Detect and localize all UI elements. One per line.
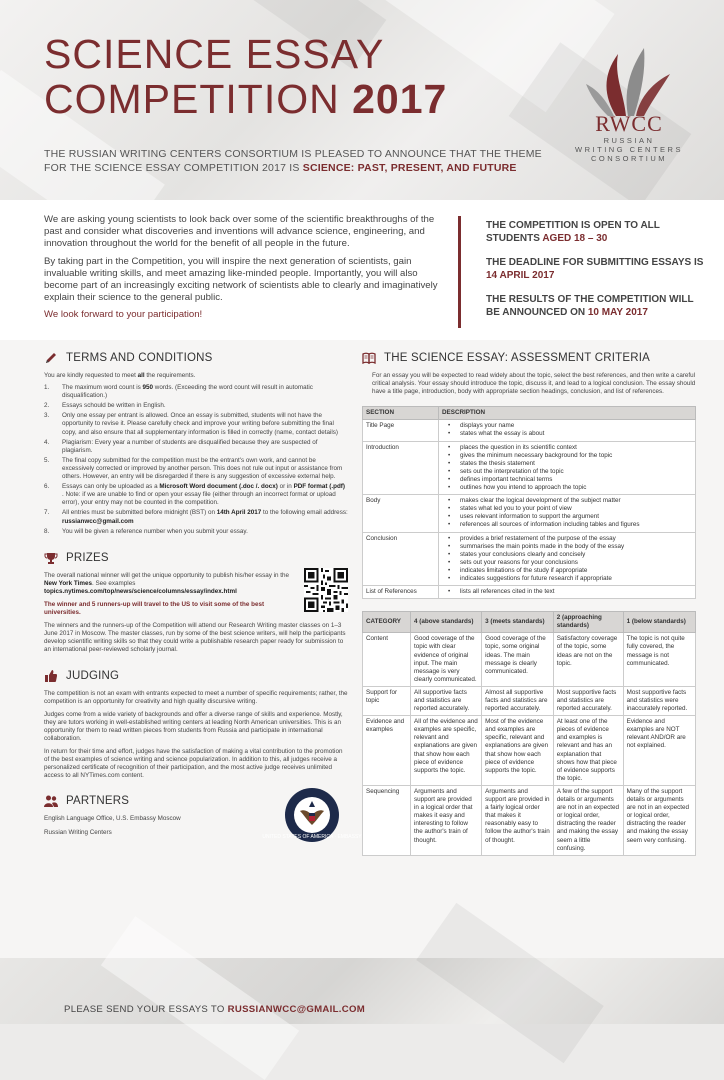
qr-code-icon xyxy=(304,568,348,612)
criteria-item: • provides a brief restatement of the purpose of the essay xyxy=(442,535,692,543)
criteria-col-section: SECTION xyxy=(363,407,439,420)
rubric-header-cell: 2 (approaching standards) xyxy=(553,612,623,633)
theme-highlight: SCIENCE: PAST, PRESENT, AND FUTURE xyxy=(302,161,517,174)
terms-body xyxy=(44,372,348,536)
intro-section xyxy=(0,200,724,340)
criteria-section: Conclusion xyxy=(363,532,439,586)
rubric-cell: Many of the support details or arguments are not in an expected or logical order, distracting the reader and making the essay seem very confusing. xyxy=(623,785,695,855)
criteria-item: • sets out the interpretation of the topic xyxy=(442,468,692,476)
terms-item-text: Essays schould be written in English. xyxy=(62,402,166,410)
terms-item xyxy=(44,402,348,410)
criteria-row xyxy=(363,532,696,586)
title-year: 2017 xyxy=(352,76,448,122)
terms-lead: You are kindly requested to meet all the requirements. xyxy=(44,372,196,379)
partners-section xyxy=(44,793,362,841)
terms-item xyxy=(44,439,348,455)
criteria-col-description: DESCRIPTION xyxy=(439,407,696,420)
pencil-icon xyxy=(44,351,58,365)
rubric-cell: Good coverage of the topic with clear evidence of original input. The main message is very clearly communicated. xyxy=(411,633,482,687)
logo-text xyxy=(574,112,684,163)
terms-item-number: 1. xyxy=(44,384,50,392)
title-line-1: SCIENCE ESSAY xyxy=(44,31,385,77)
rubric-category: Sequencing xyxy=(363,785,411,855)
criteria-header-row xyxy=(363,407,696,420)
intro-paragraph: We are asking young scientists to look back over some of the scientific breakthroughs of the past and consider what discoveries and inventions will advance science, engineering, and innovation throughout the world for the benefit of all people in the future. xyxy=(44,214,435,250)
prizes-details: The winners and the runners-up of the Competition will attend our Research Writing master classes on 1–3 June 2017 in Moscow. The master classes, run by some of the best science writers, will help the participants develop scientific writing skills so that they could write a publishable research paper ready for submission to an international peer-reviewed scholarly journal. xyxy=(44,622,346,654)
deadline-note: THE DEADLINE FOR SUBMITTING ESSAYS IS 14 APRIL 2017 xyxy=(486,257,704,281)
criteria-section: List of References xyxy=(363,586,439,599)
criteria-item: • lists all references cited in the text xyxy=(442,588,692,596)
main-content xyxy=(0,340,724,958)
criteria-item: • displays your name xyxy=(442,422,692,430)
intro-paragraph: By taking part in the Competition, you will inspire the next generation of scientists, gain invaluable writing skills, and meet amazing like-minded people. Importantly, you will also become part of an increasingly exciting network of scientists able to clearly and imaginatively explain their science to the general public. xyxy=(44,255,438,304)
criteria-description xyxy=(439,441,696,495)
rubric-header-cell: CATEGORY xyxy=(363,612,411,633)
criteria-item: • states your conclusions clearly and concisely xyxy=(442,551,692,559)
judging-paragraph: In return for their time and effort, judges have the satisfaction of making a vital contribution to the promotion of the best examples of science writing and science popularization. In addition to this, all judges receive a personalized certificate of recognition of their participation, and the most active judge receives unlimited access to all NYTimes.com content. xyxy=(44,748,343,780)
rubric-category: Evidence and examples xyxy=(363,716,411,786)
rubric-cell: At least one of the pieces of evidence and examples is relevant and has an explanation that shows how that piece of evidence supports the topic. xyxy=(553,716,623,786)
contact-email[interactable]: RUSSIANWCC@GMAIL.COM xyxy=(227,1004,366,1015)
terms-item-text: Only one essay per entrant is allowed. Once an essay is submitted, students will not have the opportunity to revise it. Please carefully check and improve your writing before submitting the final copy, and also ensure that all supplementary information is filled in correctly (name, contact details) xyxy=(62,412,339,436)
criteria-item: • states what led you to your point of view xyxy=(442,505,692,513)
assessment-heading: THE SCIENCE ESSAY: ASSESSMENT CRITERIA xyxy=(362,350,696,366)
prizes-heading: PRIZES xyxy=(44,550,348,566)
rubric-cell: Most of the evidence and examples are specific, relevant and explanations are given that show how each piece of evidence supports the topic. xyxy=(482,716,554,786)
rubric-cell: All of the evidence and examples are specific, relevant and explanations are given that show how each piece of evidence supports the topic. xyxy=(411,716,482,786)
rubric-row xyxy=(363,785,696,855)
criteria-row xyxy=(363,420,696,441)
rubric-body xyxy=(363,633,696,855)
rubric-header-cell: 4 (above standards) xyxy=(411,612,482,633)
open-book-icon xyxy=(362,351,376,365)
judging-section xyxy=(44,668,348,781)
rubric-cell: Most supportive facts and statistics were inaccurately reported. xyxy=(623,686,695,715)
rubric-cell: A few of the support details or arguments are not in an expected or logical order, distracting the reader and making the essay seem a little confusing. xyxy=(553,785,623,855)
title-line-2: COMPETITION 2017 xyxy=(44,76,448,122)
rubric-cell: Evidence and examples are NOT relevant AND/OR are not explained. xyxy=(623,716,695,786)
criteria-description xyxy=(439,586,696,599)
criteria-description xyxy=(439,420,696,441)
terms-item xyxy=(44,528,348,536)
rubric-category: Support for topic xyxy=(363,686,411,715)
partner-name: English Language Office, U.S. Embassy Moscow xyxy=(44,815,181,823)
logo-abbr: RWCC xyxy=(595,111,663,136)
page-title xyxy=(44,32,447,122)
criteria-item: • states what the essay is about xyxy=(442,430,692,438)
rubric-header-cell: 3 (meets standards) xyxy=(482,612,554,633)
rubric-row xyxy=(363,633,696,687)
judging-paragraph: Judges come from a wide variety of backgrounds and offer a diverse range of skills and experience. Mostly, they are tutors working in well-established writing centers at leading North American universities. This is an opportunity for them to read written pieces from students from Russia and participate in international collaboration. xyxy=(44,710,343,742)
criteria-item: • defines important technical terms xyxy=(442,476,692,484)
criteria-body xyxy=(363,420,696,599)
key-dates xyxy=(486,220,706,332)
svg-text:UNITED STATES OF AMERICA · EMB: UNITED STATES OF AMERICA · EMBASSY xyxy=(262,834,362,841)
open-note: THE COMPETITION IS OPEN TO ALL STUDENTS AGED 18 – 30 xyxy=(486,220,660,244)
prizes-winner: The winner and 5 runners-up will travel to the US to visit some of the best universities. xyxy=(44,600,265,617)
rubric-header-row xyxy=(363,612,696,633)
terms-item xyxy=(44,509,348,525)
embassy-seal-icon xyxy=(262,787,362,843)
announcement: THE RUSSIAN WRITING CENTERS CONSORTIUM IS PLEASED TO ANNOUNCE THAT THE THEME FOR THE SCIENCE ESSAY COMPETITION 2017 IS SCIENCE: PAST, PRESENT, AND FUTURE xyxy=(44,148,542,174)
terms-item-text: Essays can only be uploaded as a Microsoft Word document (.doc /. docx) or in PDF format (.pdf) . Note: if we are unable to find or open your essay file (either through an incorrect format or upload error), your entry may not be counted in the competition. xyxy=(62,483,345,507)
terms-item-text: All entries must be submitted before midnight (BST) on 14th April 2017 to the following email address: russianwcc@gmail.com xyxy=(62,509,348,525)
logo-line-1: RUSSIAN xyxy=(603,136,655,145)
terms-item-number: 6. xyxy=(44,483,50,491)
prizes-top xyxy=(44,572,348,617)
criteria-row xyxy=(363,495,696,532)
terms-item-number: 4. xyxy=(44,438,50,446)
terms-heading: TERMS AND CONDITIONS xyxy=(44,350,348,366)
terms-item-number: 5. xyxy=(44,456,50,464)
terms-list xyxy=(44,384,348,536)
criteria-item: • makes clear the logical development of the subject matter xyxy=(442,497,692,505)
terms-item-number: 8. xyxy=(44,527,50,535)
criteria-item: • places the question in its scientific context xyxy=(442,444,692,452)
intro-text xyxy=(44,214,442,327)
rubric-category: Content xyxy=(363,633,411,687)
criteria-item: • uses relevant information to support the argument xyxy=(442,513,692,521)
terms-item xyxy=(44,483,348,507)
rubric-cell: The topic is not quite fully covered, the message is not communicated. xyxy=(623,633,695,687)
prizes-link[interactable]: topics.nytimes.com/top/news/science/columns/essay/index.html xyxy=(44,587,237,595)
people-icon xyxy=(44,794,58,808)
logo-line-3: CONSORTIUM xyxy=(590,154,668,163)
criteria-item: • summarises the main points made in the body of the essay xyxy=(442,543,692,551)
rubric-cell: Arguments and support are provided in a logical order that makes it easy and interesting to follow the author's train of thought. xyxy=(411,785,482,855)
terms-item-number: 7. xyxy=(44,509,50,517)
criteria-row xyxy=(363,586,696,599)
criteria-item: • references all sources of information including tables and figures xyxy=(442,521,692,529)
rubric-cell: All supportive facts and statistics are reported accurately. xyxy=(411,686,482,715)
terms-item-text: The maximum word count is 950 words. (Exceeding the word count will result in automatic disqualification.) xyxy=(62,384,313,400)
terms-item-text: The final copy submitted for the competition must be the entrant's own work, and cannot be excessively corrected or improved by another person. This does not rule out input or assistance from others. However, an entry will be disregarded if there is any suggestion of excessive external help. xyxy=(62,456,343,481)
rubric-cell: Most supportive facts and statistics are reported accurately. xyxy=(553,686,623,715)
criteria-table xyxy=(362,406,696,599)
terms-item-text: You will be given a reference number when you submit your essay. xyxy=(62,527,248,535)
results-note: THE RESULTS OF THE COMPETITION WILL BE ANNOUNCED ON 10 MAY 2017 xyxy=(486,294,694,318)
right-column xyxy=(362,350,696,856)
trophy-icon xyxy=(44,551,58,565)
terms-item xyxy=(44,384,348,400)
criteria-row xyxy=(363,441,696,495)
assessment-intro: For an essay you will be expected to read widely about the topic, select the best references, and then write a careful critical analysis. Your essay should introduce the topic, discuss it, and lead to a logical conclusion. The essay should have a title page, introduction, body with appropriate section headings, conclusion, and list of references. xyxy=(372,372,696,396)
logo-line-2: WRITING CENTERS xyxy=(575,145,683,154)
rubric-cell: Almost all supportive facts and statistics are reported accurately. xyxy=(482,686,554,715)
criteria-item: • states the thesis statement xyxy=(442,460,692,468)
criteria-item: • sets out your reasons for your conclusions xyxy=(442,559,692,567)
criteria-item: • indicates suggestions for future research if appropriate xyxy=(442,575,692,583)
rubric-cell: Satisfactory coverage of the topic, some ideas are not on the topic. xyxy=(553,633,623,687)
rubric-cell: Good coverage of the topic, some original ideas. The main message is clearly communicated. xyxy=(482,633,554,687)
terms-item xyxy=(44,457,348,481)
terms-item-number: 2. xyxy=(44,402,50,410)
judging-body xyxy=(44,690,348,781)
criteria-description xyxy=(439,532,696,586)
prizes-text xyxy=(44,572,298,617)
rubric-cell: Arguments and support are provided in a fairly logical order that makes it reasonably easy to follow the author's train of thought. xyxy=(482,785,554,855)
send-essays-note: PLEASE SEND YOUR ESSAYS TO RUSSIANWCC@GMAIL.COM xyxy=(64,1004,366,1015)
rubric-row xyxy=(363,686,696,715)
terms-item-text: Plagiarism: Every year a number of students are disqualified because they are suspected of plagiarism. xyxy=(62,438,318,454)
thumbs-up-icon xyxy=(44,669,58,683)
criteria-section: Body xyxy=(363,495,439,532)
terms-item xyxy=(44,412,348,436)
rubric-table xyxy=(362,611,696,856)
judging-paragraph: The competition is not an exam with entrants expected to meet a number of specific requirements; rather, the competition is an opportunity for creativity and high quality discursive writing. xyxy=(44,689,348,705)
prizes-lead: The overall national winner will get the unique opportunity to publish his/her essay in the New York Times. See examples xyxy=(44,571,290,587)
criteria-item: • indicates limitations of the study if appropriate xyxy=(442,567,692,575)
criteria-section: Introduction xyxy=(363,441,439,495)
judging-heading: JUDGING xyxy=(44,668,348,684)
criteria-item: • outlines how you intend to approach the topic xyxy=(442,484,692,492)
partner-name: Russian Writing Centers xyxy=(44,828,112,836)
terms-item-number: 3. xyxy=(44,412,50,420)
prizes-section xyxy=(44,550,348,655)
criteria-item: • gives the minimum necessary background for the topic xyxy=(442,452,692,460)
vertical-divider xyxy=(458,216,461,328)
criteria-section: Title Page xyxy=(363,420,439,441)
left-column xyxy=(44,350,362,841)
intro-closing: We look forward to your participation! xyxy=(44,309,203,321)
rubric-row xyxy=(363,716,696,786)
criteria-description xyxy=(439,495,696,532)
partners-heading: PARTNERS xyxy=(44,793,348,809)
rubric-header-cell: 1 (below standards) xyxy=(623,612,695,633)
